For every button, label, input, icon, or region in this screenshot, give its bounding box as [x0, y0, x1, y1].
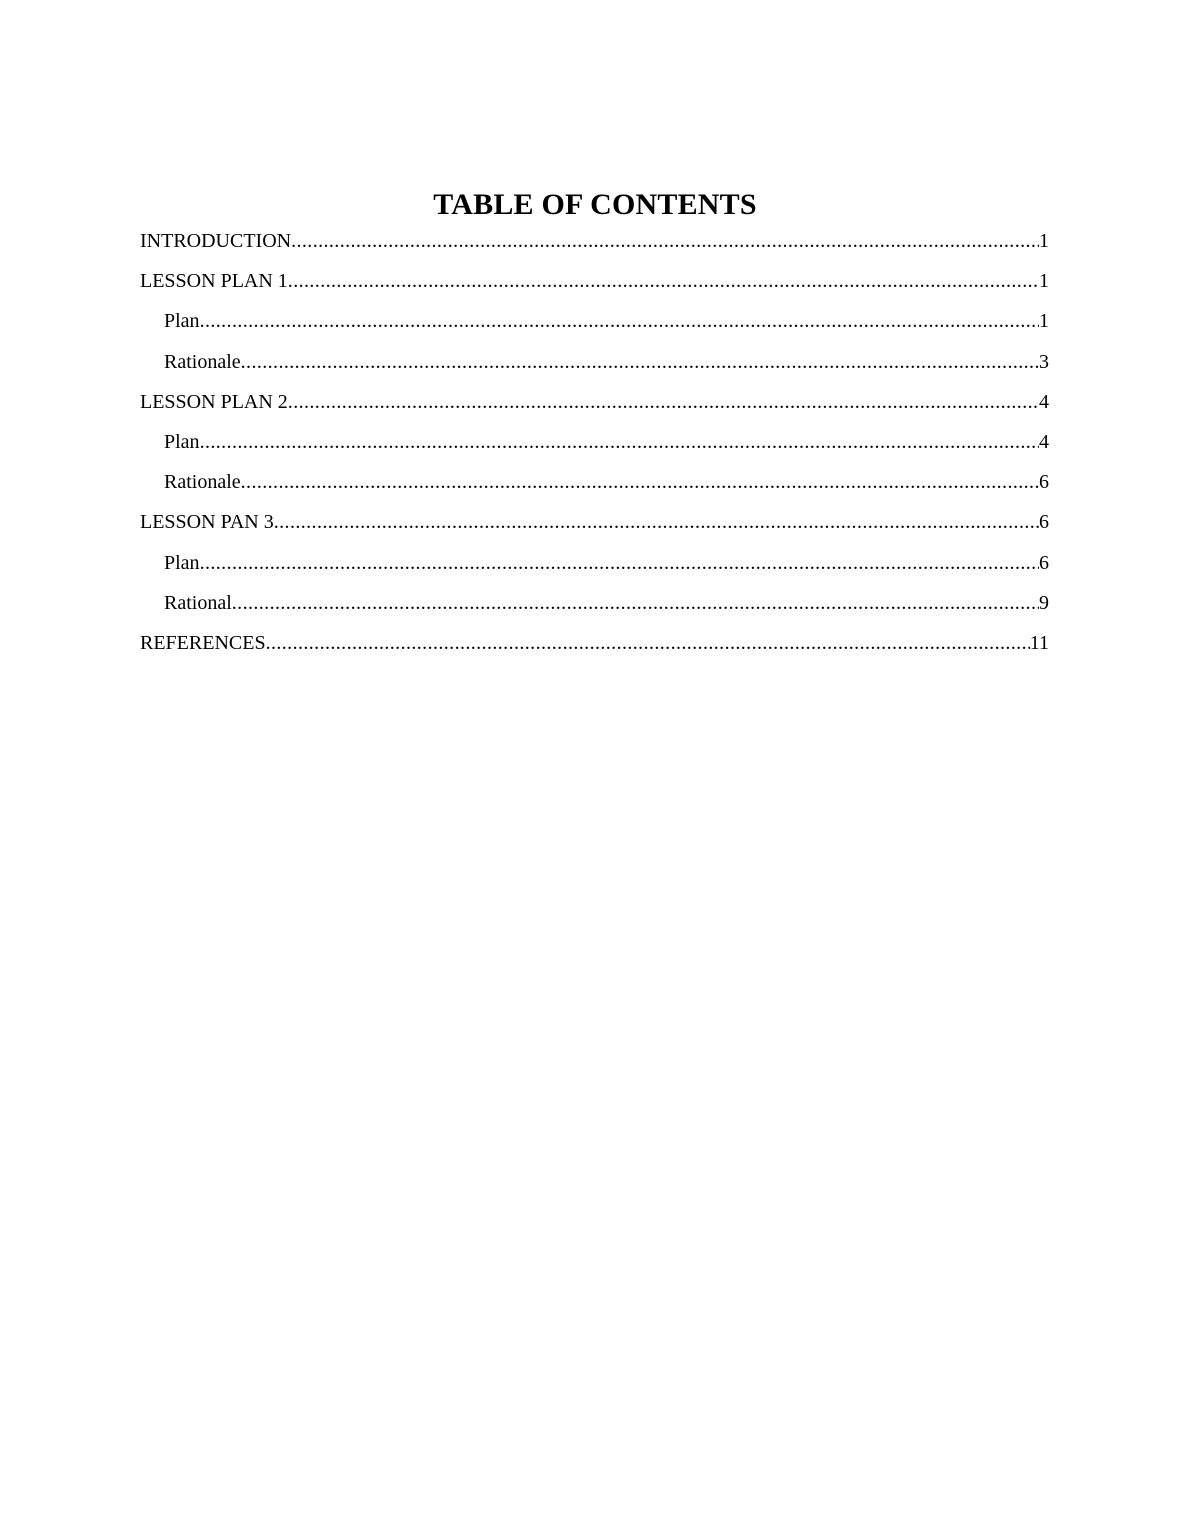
toc-entry-plan-2[interactable] — [140, 425, 1049, 465]
toc-entry-page-number: 4 — [1039, 390, 1049, 413]
toc-entry-lesson-plan-2[interactable] — [140, 385, 1049, 425]
toc-entry-page-number: 6 — [1039, 471, 1049, 494]
toc-entry-introduction[interactable] — [140, 224, 1049, 264]
toc-entry-rationale-1[interactable] — [140, 345, 1049, 385]
toc-entry-label: REFERENCES — [140, 631, 266, 654]
toc-dot-leader — [232, 586, 1039, 620]
toc-dot-leader — [241, 345, 1039, 379]
toc-entry-page-number: 6 — [1039, 511, 1049, 534]
toc-dot-leader — [266, 626, 1030, 660]
toc-entry-references[interactable] — [140, 626, 1049, 666]
toc-entry-page-number: 6 — [1039, 551, 1049, 574]
toc-entry-rational-3[interactable] — [140, 586, 1049, 626]
toc-entry-page-number: 11 — [1029, 631, 1049, 654]
toc-entry-rationale-2[interactable] — [140, 465, 1049, 505]
toc-dot-leader — [241, 465, 1039, 499]
toc-entry-label: LESSON PLAN 2 — [140, 390, 288, 413]
toc-entry-label: LESSON PLAN 1 — [140, 270, 288, 293]
toc-dot-leader — [274, 505, 1039, 539]
toc-dot-leader — [200, 546, 1039, 580]
toc-dot-leader — [200, 304, 1039, 338]
toc-entry-label: Plan — [164, 430, 200, 453]
toc-entry-page-number: 4 — [1039, 430, 1049, 453]
toc-dot-leader — [291, 224, 1039, 258]
toc-entry-lesson-pan-3[interactable] — [140, 505, 1049, 545]
toc-list — [140, 224, 1049, 666]
toc-entry-label: Plan — [164, 551, 200, 574]
toc-entry-plan-1[interactable] — [140, 304, 1049, 344]
toc-entry-label: Plan — [164, 310, 200, 333]
toc-entry-label: Rationale — [164, 350, 241, 373]
toc-entry-label: LESSON PAN 3 — [140, 511, 274, 534]
toc-entry-label: Rational — [164, 591, 232, 614]
toc-entry-page-number: 9 — [1039, 591, 1049, 614]
toc-entry-plan-3[interactable] — [140, 546, 1049, 586]
toc-dot-leader — [288, 385, 1039, 419]
toc-entry-page-number: 1 — [1039, 310, 1049, 333]
toc-entry-lesson-plan-1[interactable] — [140, 264, 1049, 304]
toc-entry-label: Rationale — [164, 471, 241, 494]
toc-dot-leader — [200, 425, 1039, 459]
toc-dot-leader — [288, 264, 1039, 298]
toc-entry-page-number: 1 — [1039, 230, 1049, 252]
toc-entry-page-number: 1 — [1039, 270, 1049, 293]
toc-title: TABLE OF CONTENTS — [433, 188, 757, 221]
toc-entry-page-number: 3 — [1039, 350, 1049, 373]
toc-entry-label: INTRODUCTION — [140, 230, 292, 252]
